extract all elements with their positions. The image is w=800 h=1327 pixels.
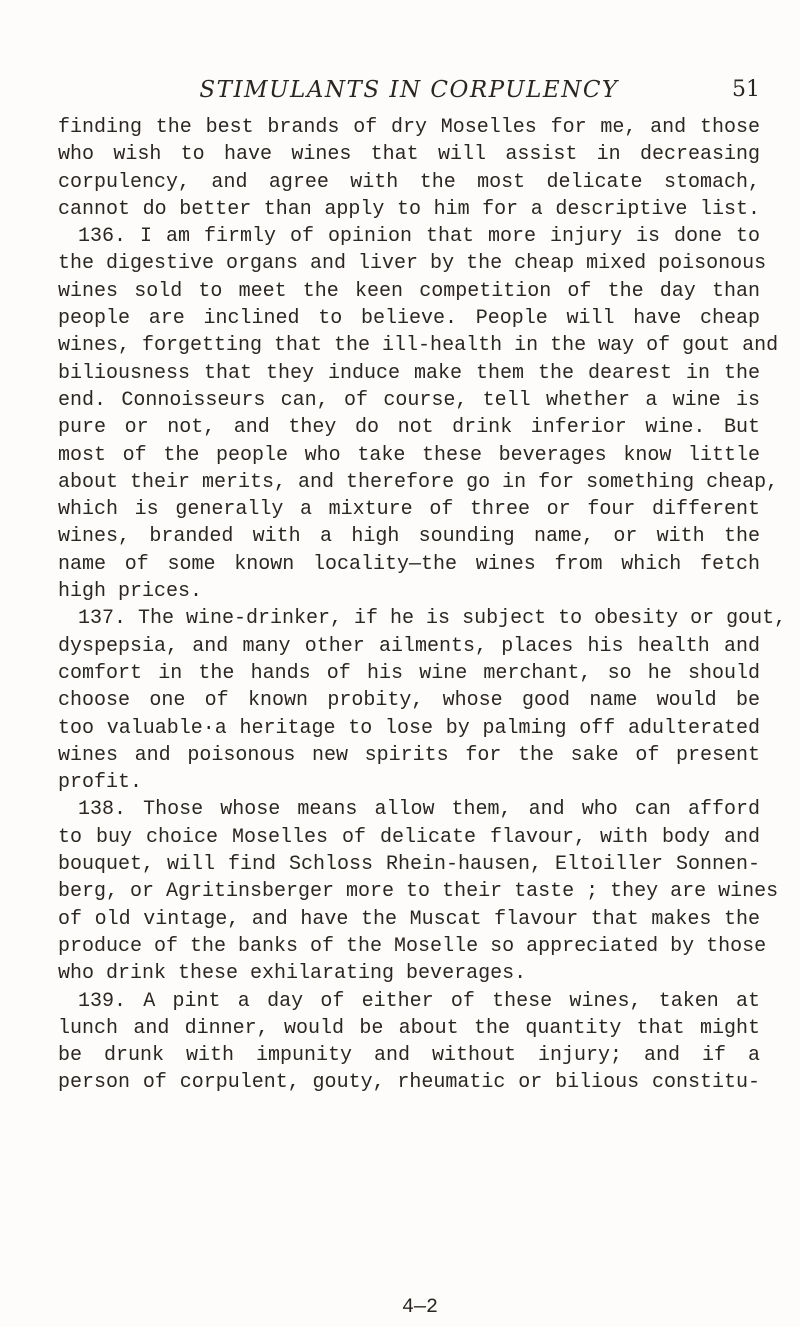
running-title: STIMULANTS IN CORPULENCY <box>199 77 619 103</box>
text-line: choose one of known probity, whose good name would be <box>58 689 760 713</box>
text-line: high prices. <box>58 580 203 604</box>
text-line: wines sold to meet the keen competition of the day than <box>58 279 760 303</box>
text-line: comfort in the hands of his wine merchant, so he should <box>58 661 760 685</box>
text-line: dyspepsia, and many other ailments, places his health and <box>58 634 760 658</box>
text-line: name of some known locality—the wines from which fetch <box>58 552 760 576</box>
text-line: too valuable·a heritage to lose by palming off adulterated <box>58 716 760 740</box>
body-text <box>58 114 787 1097</box>
text-line: cannot do better than apply to him for a descriptive list. <box>58 197 760 221</box>
paragraph-138-start: 138. Those whose means allow them, and who can afford <box>78 798 760 822</box>
text-line: produce of the banks of the Moselle so appreciated by those <box>58 934 767 958</box>
text-line: bouquet, will find Schloss Rhein-hausen, Eltoiller Sonnen- <box>58 853 760 877</box>
text-line: of old vintage, and have the Muscat flavour that makes the <box>58 907 760 931</box>
text-line: about their merits, and therefore go in for something cheap, <box>58 470 779 494</box>
text-line: wines, forgetting that the ill-health in the way of gout and <box>58 334 779 358</box>
text-line: who drink these exhilarating beverages. <box>58 962 527 986</box>
text-line: berg, or Agritinsberger more to their taste ; they are wines <box>58 880 779 904</box>
paragraph-137-start: 137. The wine-drinker, if he is subject to obesity or gout, <box>78 607 787 631</box>
text-line: corpulency, and agree with the most delicate stomach, <box>58 170 760 194</box>
text-line: lunch and dinner, would be about the quantity that might <box>58 1016 760 1040</box>
signature-mark: 4—2 <box>402 1296 439 1319</box>
text-line: biliousness that they induce make them the dearest in the <box>58 361 760 385</box>
text-line: to buy choice Moselles of delicate flavour, with body and <box>58 825 760 849</box>
text-line: finding the best brands of dry Moselles for me, and those <box>58 116 760 139</box>
text-line: be drunk with impunity and without injury; and if a <box>58 1044 760 1068</box>
text-line: pure or not, and they do not drink inferior wine. But <box>58 416 760 440</box>
text-line: the digestive organs and liver by the cheap mixed poisonous <box>58 252 767 276</box>
text-line: most of the people who take these beverages know little <box>58 443 760 467</box>
text-line: people are inclined to believe. People will have cheap <box>58 307 760 331</box>
paragraph-136-start: 136. I am firmly of opinion that more injury is done to <box>78 225 760 249</box>
text-line: person of corpulent, gouty, rheumatic or bilious constitu- <box>58 1071 760 1095</box>
text-line: who wish to have wines that will assist in decreasing <box>58 143 760 167</box>
text-line: wines, branded with a high sounding name, or with the <box>58 525 760 549</box>
text-line: end. Connoisseurs can, of course, tell whether a wine is <box>58 388 760 412</box>
text-line: wines and poisonous new spirits for the sake of present <box>58 743 760 767</box>
text-line: which is generally a mixture of three or four different <box>58 498 760 522</box>
page-number: 51 <box>732 77 760 102</box>
running-head <box>58 72 760 112</box>
paragraph-139-start: 139. A pint a day of either of these wines, taken at <box>78 989 760 1013</box>
text-line: profit. <box>58 771 143 795</box>
